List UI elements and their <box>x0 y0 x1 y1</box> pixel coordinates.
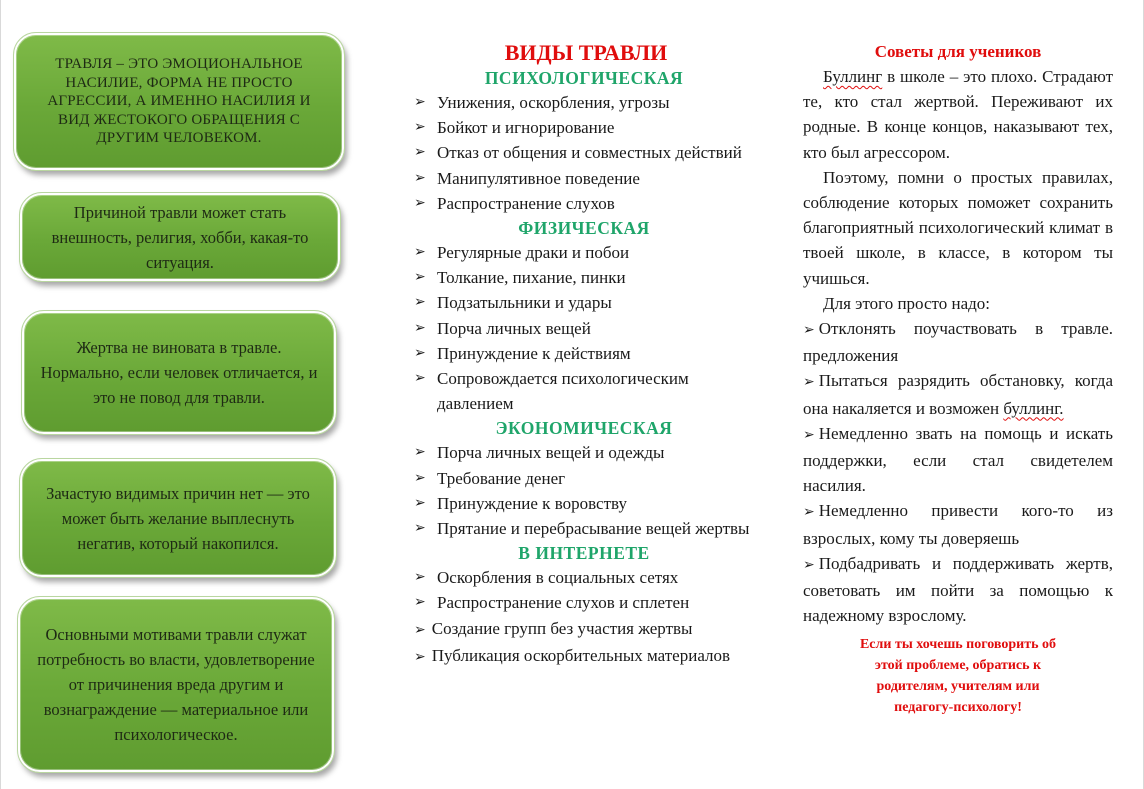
cause-box <box>20 193 340 281</box>
list-item: ➢ Распространение слухов <box>414 191 754 216</box>
arrowhead-bullet-icon: ➢ <box>414 144 426 161</box>
list-item: ➢ Оскорбления в социальных сетях <box>414 565 754 590</box>
arrowhead-bullet-icon: ➢ <box>803 504 815 521</box>
no-reason-box <box>20 459 336 577</box>
list-item: ➢ Отказ от общения и совместных действий <box>414 140 754 165</box>
economic-list <box>414 440 754 541</box>
motives-text: Основными мотивами травли служат потребность во власти, удовлетворение от причинения вреда другим и вознаграждение — материальное или психологическое. <box>37 625 315 744</box>
tips-list <box>803 316 1113 628</box>
tip-item: ➢ Пытаться разрядить обстановку, когда она накаляется и возможен буллинг. <box>803 371 1113 418</box>
bullying-word: Буллинг <box>823 67 883 86</box>
internet-list <box>414 565 754 670</box>
arrowhead-bullet-icon: ➢ <box>803 556 815 573</box>
tip-item: ➢ Немедленно привести кого-то из взрослых, кому ты доверяешь <box>803 501 1113 548</box>
arrowhead-bullet-icon: ➢ <box>414 169 426 186</box>
list-item: ➢ Подзатыльники и удары <box>414 290 754 315</box>
arrowhead-bullet-icon: ➢ <box>414 194 426 211</box>
types-column <box>414 40 754 670</box>
arrowhead-bullet-icon: ➢ <box>414 294 426 311</box>
physical-list <box>414 240 754 416</box>
victim-text: Жертва не виновата в травле. Нормально, если человек отличается, и это не повод для травли. <box>40 338 318 407</box>
arrowhead-bullet-icon: ➢ <box>414 94 426 110</box>
list-item: ➢ Регулярные драки и побои <box>414 240 754 265</box>
closing-line: педагогу-психологу! <box>894 700 1022 716</box>
arrowhead-bullet-icon: ➢ <box>414 269 426 286</box>
types-title: ВИДЫ ТРАВЛИ <box>504 40 668 65</box>
list-item: ➢ Создание групп без участия жертвы <box>414 618 693 638</box>
bullying-word: буллинг. <box>1003 398 1064 418</box>
closing-line: Если ты хочешь поговорить об <box>859 637 1057 653</box>
definition-text: ТРАВЛЯ – ЭТО ЭМОЦИОНАЛЬНОЕ НАСИЛИЕ, ФОРМА НЕ ПРОСТО АГРЕССИИ, А ИМЕННО НАСИЛИЯ И ВИД ЖЕСТОКОГО ОБРАЩЕНИЯ С ДРУГИМ ЧЕЛОВЕКОМ. <box>47 56 311 147</box>
list-item: ➢ Унижения, оскорбления, угрозы <box>414 90 754 115</box>
arrowhead-bullet-icon: ➢ <box>803 322 815 339</box>
arrowhead-bullet-icon: ➢ <box>414 520 426 537</box>
tip-item: ➢ Немедленно звать на помощь и искать поддержки, если стал свидетелем насилия. <box>803 423 1113 496</box>
section-heading-physical: ФИЗИЧЕСКАЯ <box>518 218 650 239</box>
definition-box <box>14 33 344 170</box>
arrowhead-bullet-icon: ➢ <box>803 374 815 391</box>
tip-item: ➢ Отклонять поучаствовать в травле. предложения <box>803 319 1113 366</box>
section-heading-internet: В ИНТЕРНЕТЕ <box>518 543 650 564</box>
list-item: ➢ Сопровождается психологическим давлением <box>414 366 754 416</box>
list-item: ➢ Публикация оскорбительных материалов <box>414 645 731 665</box>
closing-line: этой проблеме, обратись к <box>874 658 1042 674</box>
arrowhead-bullet-icon: ➢ <box>414 594 426 611</box>
rules-paragraph: Поэтому, помни о простых правилах, соблюдение которых поможет сохранить благоприятный психологический климат в твоей школе, в классе, в котором ты учишься. <box>803 167 1113 288</box>
list-item: ➢ Прятание и перебрасывание вещей жертвы <box>414 516 754 541</box>
list-item: ➢ Распространение слухов и сплетен <box>414 590 754 615</box>
arrowhead-bullet-icon: ➢ <box>414 344 426 361</box>
list-item: ➢ Требование денег <box>414 466 754 491</box>
arrowhead-bullet-icon: ➢ <box>414 119 426 136</box>
list-item: ➢ Принуждение к воровству <box>414 491 754 516</box>
arrowhead-bullet-icon: ➢ <box>414 319 426 336</box>
arrowhead-bullet-icon: ➢ <box>414 569 426 586</box>
intro-paragraph: Буллинг в школе – это плохо. Страдают те, кто стал жертвой. Переживают их родные. В конце концов, наказывают тех, кто был агрессором. <box>803 67 1113 162</box>
need-paragraph: Для этого просто надо: <box>823 293 990 313</box>
arrowhead-bullet-icon: ➢ <box>414 494 426 511</box>
cause-text: Причиной травли может стать внешность, религия, хобби, какая-то ситуация. <box>51 202 309 272</box>
arrowhead-bullet-icon: ➢ <box>803 426 815 443</box>
section-heading-economic: ЭКОНОМИЧЕСКАЯ <box>495 418 673 439</box>
arrowhead-bullet-icon: ➢ <box>414 648 426 665</box>
tips-title: Советы для учеников <box>874 42 1042 61</box>
no-reason-text: Зачастую видимых причин нет — это может быть желание выплеснуть негатив, который накопился. <box>46 483 310 553</box>
motives-box <box>18 597 334 772</box>
tip-item: ➢ Подбадривать и поддерживать жертв, советовать им пойти за помощью к надежному взрослому. <box>803 553 1113 626</box>
closing-message <box>803 634 1113 718</box>
arrowhead-bullet-icon: ➢ <box>414 444 426 461</box>
psychological-list <box>414 90 754 216</box>
list-item: ➢ Манипулятивное поведение <box>414 166 754 191</box>
arrowhead-bullet-icon: ➢ <box>414 244 426 261</box>
list-item: ➢ Порча личных вещей и одежды <box>414 440 754 465</box>
list-item: ➢ Бойкот и игнорирование <box>414 115 754 140</box>
arrowhead-bullet-icon: ➢ <box>414 370 426 387</box>
list-item: ➢ Толкание, пихание, пинки <box>414 265 754 290</box>
section-heading-psychological: ПСИХОЛОГИЧЕСКАЯ <box>484 68 684 88</box>
victim-box <box>22 311 336 434</box>
tips-column <box>803 40 1113 718</box>
arrowhead-bullet-icon: ➢ <box>414 621 426 638</box>
closing-line: родителям, учителям или <box>876 679 1040 695</box>
arrowhead-bullet-icon: ➢ <box>414 469 426 486</box>
list-item: ➢ Порча личных вещей <box>414 316 754 341</box>
list-item: ➢ Принуждение к действиям <box>414 341 754 366</box>
